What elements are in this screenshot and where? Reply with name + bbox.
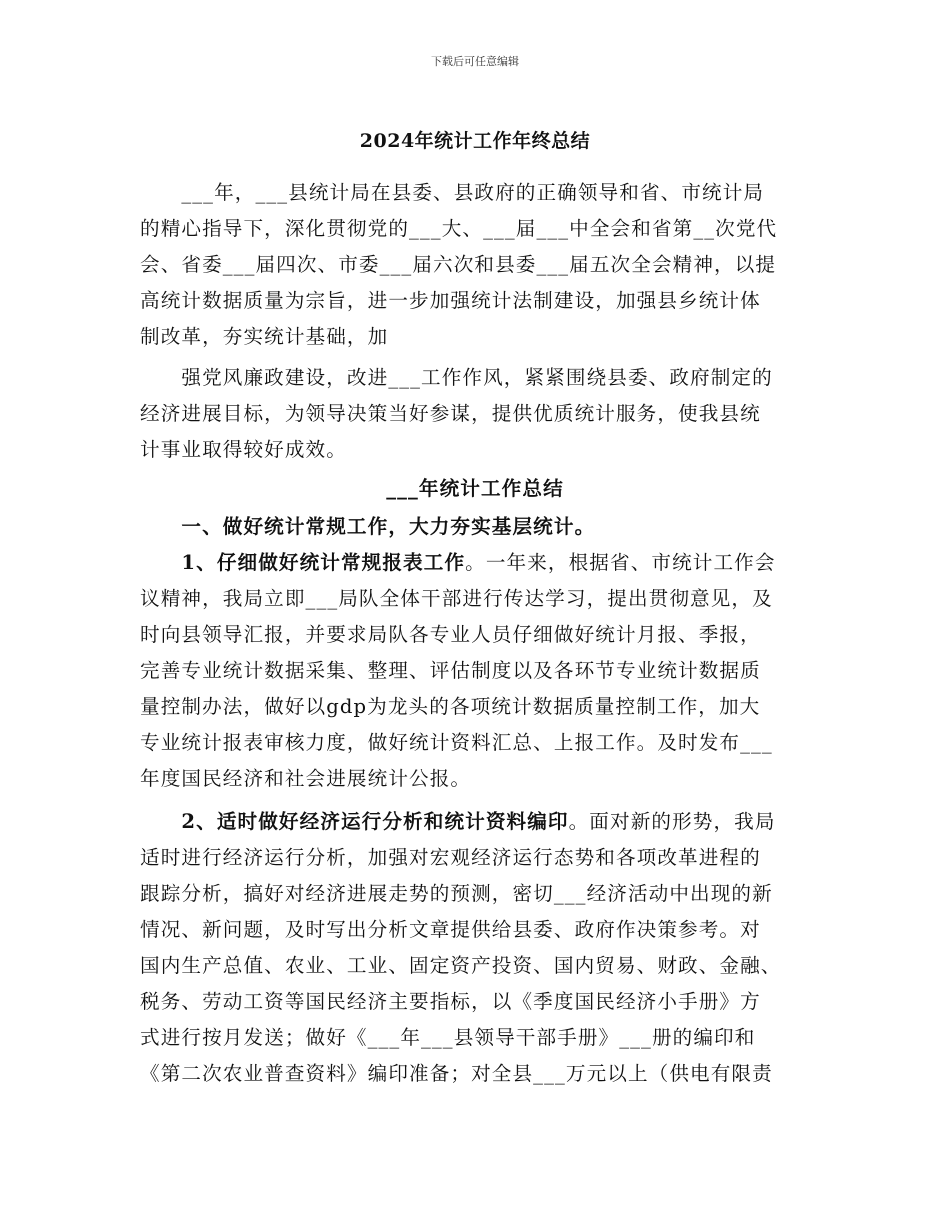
section-title: ___年统计工作总结 — [386, 477, 564, 500]
item-2-heading: 2、适时做好经济运行分析和统计资料编印 — [140, 810, 569, 833]
paragraph-line: 经济进展目标，为领导决策当好参谋，提供优质统计服务，使我县统 — [140, 402, 761, 425]
paragraph-line: 式进行按月发送；做好《___年___县领导干部手册》___册的编印和 — [140, 1026, 756, 1049]
paragraph-line: 计事业取得较好成效。 — [140, 438, 347, 461]
paragraph-line: 的精心指导下，深化贯彻党的___大、___届___中全会和省第__次党代 — [140, 217, 778, 240]
paragraph-line: 税务、劳动工资等国民经济主要指标，以《季度国民经济小手册》方 — [140, 990, 761, 1013]
item-2-first-line — [140, 805, 776, 834]
item-1-text: 。一年来，根据省、市统计工作会 — [465, 551, 776, 574]
paragraph-line: 年度国民经济和社会进展统计公报。 — [140, 767, 472, 790]
paragraph-line: 高统计数据质量为宗旨，进一步加强统计法制建设，加强县乡统计体 — [140, 289, 761, 312]
paragraph-line: 跟踪分析，搞好对经济进展走势的预测，密切___经济活动中出现的新 — [140, 882, 773, 905]
paragraph-line: 时向县领导汇报，并要求局队各专业人员仔细做好统计月报、季报， — [140, 623, 761, 646]
paragraph-line: 量控制办法，做好以gdp为龙头的各项统计数据质量控制工作，加大 — [140, 695, 761, 718]
paragraph-line: 制改革，夯实统计基础，加 — [140, 325, 389, 348]
paragraph-line: 完善专业统计数据采集、整理、评估制度以及各环节专业统计数据质 — [140, 659, 761, 682]
paragraph-line: 适时进行经济运行分析，加强对宏观经济运行态势和各项改革进程的 — [140, 846, 761, 869]
paragraph-line: ___年，___县统计局在县委、县政府的正确领导和省、市统计局 — [140, 181, 765, 204]
heading-1: 一、做好统计常规工作，大力夯实基层统计。 — [140, 515, 596, 538]
item-1-first-line — [140, 546, 776, 575]
item-2-text: 。面对新的形势，我局 — [568, 810, 776, 833]
paragraph-line: 《第二次农业普查资料》编印准备；对全县___万元以上（供电有限责 — [140, 1062, 773, 1085]
paragraph-line: 议精神，我局立即___局队全体干部进行传达学习，提出贯彻意见，及 — [140, 587, 773, 610]
paragraph-line: 强党风廉政建设，改进___工作作风，紧紧围绕县委、政府制定的 — [140, 366, 773, 389]
header-note: 下载后可任意编辑 — [431, 55, 519, 68]
item-1-heading: 1、仔细做好统计常规报表工作 — [140, 551, 466, 574]
paragraph-line: 专业统计报表审核力度，做好统计资料汇总、上报工作。及时发布___ — [140, 731, 773, 754]
paragraph-line: 会、省委___届四次、市委___届六次和县委___届五次全会精神，以提 — [140, 253, 777, 276]
paragraph-line: 情况、新问题，及时写出分析文章提供给县委、政府作决策参考。对 — [140, 918, 761, 941]
document-title: 2024年统计工作年终总结 — [359, 130, 591, 152]
paragraph-line: 国内生产总值、农业、工业、固定资产投资、国内贸易、财政、金融、 — [140, 954, 782, 977]
